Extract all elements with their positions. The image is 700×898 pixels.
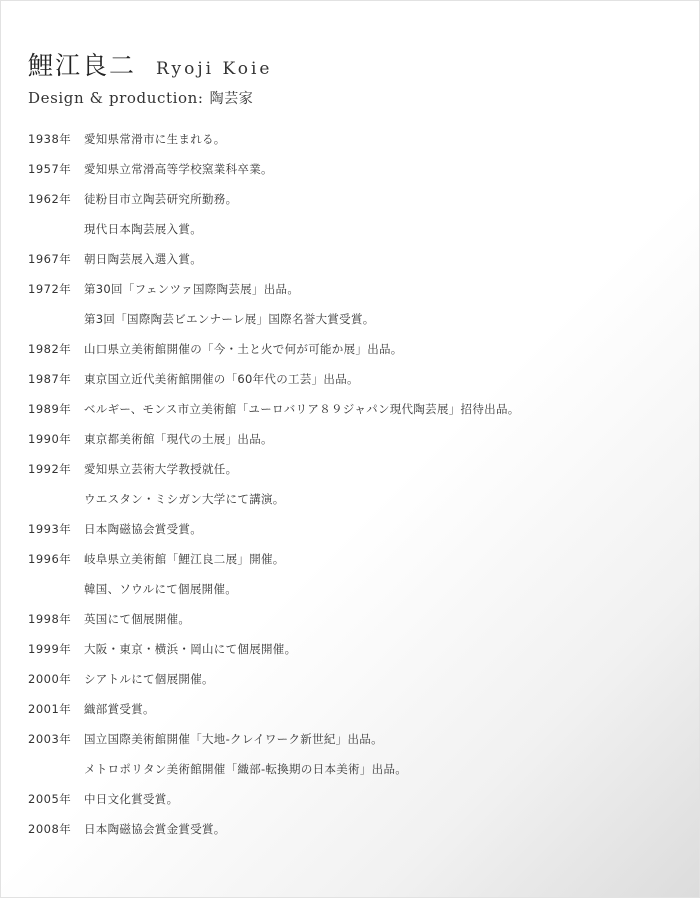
timeline-year: 1972年 <box>28 282 72 296</box>
subtitle-line <box>28 88 272 108</box>
timeline-text: 徒粉目市立陶芸研究所勤務。 <box>84 192 238 206</box>
timeline-row <box>28 249 688 279</box>
timeline-year: 1990年 <box>28 432 72 446</box>
timeline-row <box>28 489 688 519</box>
timeline-row <box>28 699 688 729</box>
timeline-row <box>28 729 688 759</box>
timeline-text: 中日文化賞受賞。 <box>84 792 179 806</box>
timeline-text: 英国にて個展開催。 <box>84 612 191 626</box>
timeline-year: 1987年 <box>28 372 72 386</box>
subtitle-en: Design & production: <box>28 89 204 107</box>
timeline-row <box>28 459 688 489</box>
timeline-year: 1989年 <box>28 402 72 416</box>
timeline-row <box>28 369 688 399</box>
timeline-year: 1993年 <box>28 522 72 536</box>
timeline-row <box>28 339 688 369</box>
timeline-text: 日本陶磁協会賞金賞受賞。 <box>84 822 226 836</box>
timeline-year: 2008年 <box>28 822 72 836</box>
timeline-text: 朝日陶芸展入選入賞。 <box>84 252 202 266</box>
timeline-row <box>28 309 688 339</box>
timeline-row <box>28 609 688 639</box>
timeline-year: 1957年 <box>28 162 72 176</box>
artist-name-jp: 鯉江良二 <box>28 51 137 80</box>
timeline-row <box>28 399 688 429</box>
timeline-row <box>28 789 688 819</box>
timeline-text: 山口県立美術館開催の「今・土と火で何が可能か展」出品。 <box>84 342 403 356</box>
header <box>28 46 272 108</box>
timeline-text: ウエスタン・ミシガン大学にて講演。 <box>84 492 285 506</box>
timeline-year: 2000年 <box>28 672 72 686</box>
timeline-year: 2001年 <box>28 702 72 716</box>
biography-timeline <box>28 129 688 849</box>
timeline-text: 国立国際美術館開催「大地-クレイワーク新世紀」出品。 <box>84 732 383 746</box>
timeline-text: 現代日本陶芸展入賞。 <box>84 222 202 236</box>
timeline-row <box>28 639 688 669</box>
timeline-year <box>28 759 84 789</box>
timeline-row <box>28 759 688 789</box>
timeline-text: シアトルにて個展開催。 <box>84 672 214 686</box>
timeline-text: 愛知県立常滑高等学校窯業科卒業。 <box>84 162 273 176</box>
artist-name-en: Ryoji Koie <box>156 59 273 79</box>
timeline-row <box>28 549 688 579</box>
subtitle-jp: 陶芸家 <box>209 91 254 107</box>
timeline-text: 大阪・東京・横浜・岡山にて個展開催。 <box>84 642 297 656</box>
timeline-year: 1992年 <box>28 462 72 476</box>
timeline-row <box>28 819 688 849</box>
timeline-year: 1998年 <box>28 612 72 626</box>
timeline-row <box>28 669 688 699</box>
timeline-text: ベルギー、モンス市立美術館「ユーロバリア８９ジャパン現代陶芸展」招待出品。 <box>84 402 520 416</box>
timeline-year <box>28 579 84 609</box>
timeline-year: 1962年 <box>28 192 72 206</box>
name-line <box>28 46 272 82</box>
timeline-row <box>28 579 688 609</box>
timeline-year <box>28 219 84 249</box>
timeline-year: 1999年 <box>28 642 72 656</box>
timeline-text: 東京国立近代美術館開催の「60年代の工芸」出品。 <box>84 372 359 386</box>
timeline-row <box>28 279 688 309</box>
timeline-text: 愛知県常滑市に生まれる。 <box>84 132 226 146</box>
timeline-text: 第3回「国際陶芸ビエンナーレ展」国際名誉大賞受賞。 <box>84 312 375 326</box>
timeline-year: 1938年 <box>28 132 72 146</box>
timeline-year: 2003年 <box>28 732 72 746</box>
timeline-year <box>28 489 84 519</box>
timeline-text: メトロポリタン美術館開催「織部-転換期の日本美術」出品。 <box>84 762 408 776</box>
timeline-year: 1996年 <box>28 552 72 566</box>
timeline-text: 愛知県立芸術大学教授就任。 <box>84 462 238 476</box>
timeline-text: 韓国、ソウルにて個展開催。 <box>84 582 238 596</box>
timeline-row <box>28 519 688 549</box>
timeline-text: 岐阜県立美術館「鯉江良二展」開催。 <box>84 552 285 566</box>
timeline-row <box>28 159 688 189</box>
timeline-row <box>28 129 688 159</box>
timeline-year: 2005年 <box>28 792 72 806</box>
timeline-row <box>28 189 688 219</box>
timeline-text: 日本陶磁協会賞受賞。 <box>84 522 202 536</box>
timeline-year <box>28 309 84 339</box>
timeline-row <box>28 219 688 249</box>
timeline-year: 1967年 <box>28 252 72 266</box>
timeline-year: 1982年 <box>28 342 72 356</box>
timeline-text: 第30回「フェンツァ国際陶芸展」出品。 <box>84 282 300 296</box>
timeline-text: 織部賞受賞。 <box>84 702 155 716</box>
timeline-text: 東京都美術館「現代の土展」出品。 <box>84 432 273 446</box>
timeline-row <box>28 429 688 459</box>
